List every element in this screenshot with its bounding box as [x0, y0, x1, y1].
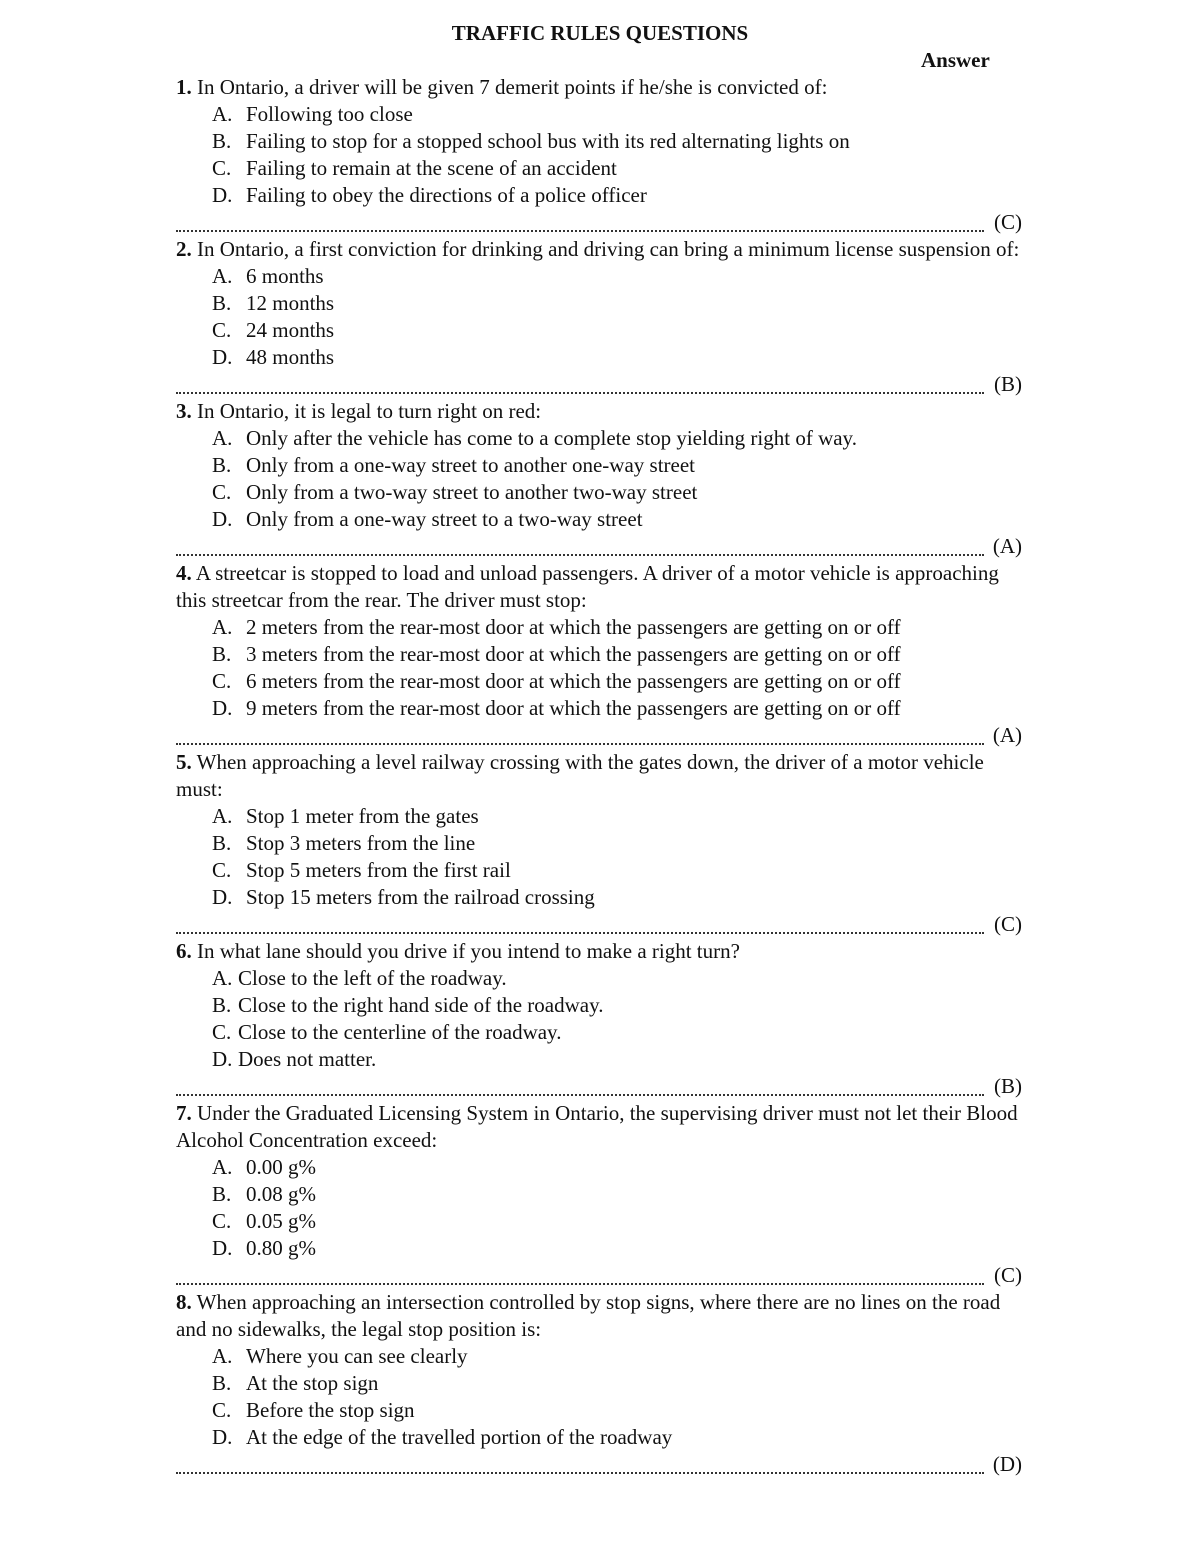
option-letter: B. — [212, 831, 232, 855]
option-text: Only after the vehicle has come to a complete stop yielding right of way. — [246, 426, 857, 450]
option-item — [176, 155, 1022, 182]
option-letter: D. — [212, 1047, 233, 1071]
question-block — [176, 749, 1022, 938]
option-item — [176, 317, 1022, 344]
option-text: Stop 3 meters from the line — [246, 831, 476, 855]
answer-value: (C) — [994, 210, 1022, 234]
question-stem — [176, 749, 1022, 803]
option-text: 48 months — [246, 345, 335, 369]
option-text: Failing to remain at the scene of an accident — [246, 156, 617, 180]
option-list — [176, 425, 1022, 533]
answer-line — [176, 911, 1022, 938]
option-item — [176, 128, 1022, 155]
question-stem — [176, 236, 1022, 263]
dotted-leader — [176, 1472, 984, 1474]
option-list — [176, 263, 1022, 371]
option-item — [176, 830, 1022, 857]
option-item — [176, 263, 1022, 290]
option-letter: B. — [212, 129, 232, 153]
question-block — [176, 398, 1022, 560]
option-letter: A. — [212, 264, 233, 288]
option-item — [176, 1154, 1022, 1181]
option-text: 6 months — [246, 264, 324, 288]
option-text: 2 meters from the rear-most door at which the passengers are getting on or off — [246, 615, 901, 639]
option-letter: B. — [212, 1182, 232, 1206]
question-stem — [176, 1289, 1022, 1343]
answer-value: (C) — [994, 912, 1022, 936]
question-number: 6. — [176, 939, 192, 963]
option-item — [176, 992, 1022, 1019]
question-number: 4. — [176, 561, 192, 585]
option-text: Failing to stop for a stopped school bus with its red alternating lights on — [246, 129, 850, 153]
option-item — [176, 641, 1022, 668]
dotted-leader — [176, 743, 984, 745]
option-list — [176, 1343, 1022, 1451]
question-stem — [176, 938, 1022, 965]
option-text: At the stop sign — [246, 1371, 379, 1395]
option-letter: D. — [212, 183, 233, 207]
option-letter: B. — [212, 1371, 232, 1395]
dotted-leader — [176, 554, 984, 556]
option-item — [176, 803, 1022, 830]
option-text: Only from a one-way street to another one-way street — [246, 453, 695, 477]
question-text: Under the Graduated Licensing System in Ontario, the supervising driver must not let their Blood Alcohol Concentration exceed: — [176, 1101, 1018, 1152]
answer-line — [176, 209, 1022, 236]
option-item — [176, 1235, 1022, 1262]
option-item — [176, 1019, 1022, 1046]
question-block — [176, 1100, 1022, 1289]
option-text: Close to the left of the roadway. — [238, 966, 507, 990]
option-item — [176, 1397, 1022, 1424]
question-block — [176, 560, 1022, 749]
option-text: 24 months — [246, 318, 335, 342]
option-text: 12 months — [246, 291, 335, 315]
question-text: In what lane should you drive if you intend to make a right turn? — [197, 939, 740, 963]
question-block — [176, 938, 1022, 1100]
dotted-leader — [176, 932, 984, 934]
option-list — [176, 1154, 1022, 1262]
option-text: Stop 5 meters from the first rail — [246, 858, 511, 882]
option-text: Following too close — [246, 102, 413, 126]
option-letter: C. — [212, 318, 232, 342]
option-letter: B. — [212, 453, 232, 477]
answer-line — [176, 1073, 1022, 1100]
option-item — [176, 965, 1022, 992]
option-text: At the edge of the travelled portion of the roadway — [246, 1425, 673, 1449]
option-letter: C. — [212, 858, 232, 882]
question-stem — [176, 398, 1022, 425]
option-letter: D. — [212, 1425, 233, 1449]
question-list — [176, 74, 1022, 1478]
option-letter: A. — [212, 426, 233, 450]
option-text: Close to the centerline of the roadway. — [238, 1020, 562, 1044]
option-item — [176, 425, 1022, 452]
answer-line — [176, 722, 1022, 749]
question-block — [176, 236, 1022, 398]
option-item — [176, 1424, 1022, 1451]
question-text: When approaching an intersection controlled by stop signs, where there are no lines on the road and no sidewalks, the legal stop position is: — [176, 1290, 1001, 1341]
answer-value: (C) — [994, 1263, 1022, 1287]
answer-value: (B) — [994, 372, 1022, 396]
option-list — [176, 101, 1022, 209]
option-item — [176, 857, 1022, 884]
answer-line — [176, 1262, 1022, 1289]
option-letter: D. — [212, 1236, 233, 1260]
question-number: 8. — [176, 1290, 192, 1314]
option-letter: D. — [212, 507, 233, 531]
option-letter: D. — [212, 696, 233, 720]
page-title: TRAFFIC RULES QUESTIONS — [451, 21, 749, 45]
option-list — [176, 803, 1022, 911]
question-stem — [176, 74, 1022, 101]
option-item — [176, 1181, 1022, 1208]
option-text: Before the stop sign — [246, 1398, 415, 1422]
answer-line — [176, 371, 1022, 398]
answer-value: (B) — [994, 1074, 1022, 1098]
question-number: 1. — [176, 75, 192, 99]
question-number: 2. — [176, 237, 192, 261]
dotted-leader — [176, 1283, 984, 1285]
option-letter: C. — [212, 480, 232, 504]
option-letter: B. — [212, 642, 232, 666]
option-letter: A. — [212, 804, 233, 828]
option-item — [176, 1046, 1022, 1073]
option-item — [176, 452, 1022, 479]
option-letter: C. — [212, 669, 232, 693]
question-stem — [176, 560, 1022, 614]
option-letter: C. — [212, 1020, 232, 1044]
answer-line — [176, 1451, 1022, 1478]
option-text: 3 meters from the rear-most door at which the passengers are getting on or off — [246, 642, 901, 666]
option-letter: B. — [212, 291, 232, 315]
option-item — [176, 695, 1022, 722]
question-text: In Ontario, a first conviction for drinking and driving can bring a minimum license suspension of: — [197, 237, 1020, 261]
option-text: 0.80 g% — [246, 1236, 316, 1260]
option-item — [176, 1343, 1022, 1370]
option-text: Failing to obey the directions of a police officer — [246, 183, 647, 207]
option-list — [176, 965, 1022, 1073]
question-text: When approaching a level railway crossing with the gates down, the driver of a motor vehicle must: — [176, 750, 984, 801]
option-letter: A. — [212, 1155, 233, 1179]
option-text: Stop 15 meters from the railroad crossing — [246, 885, 595, 909]
option-text: Stop 1 meter from the gates — [246, 804, 479, 828]
option-letter: A. — [212, 102, 233, 126]
option-letter: A. — [212, 1344, 233, 1368]
option-item — [176, 182, 1022, 209]
option-text: 6 meters from the rear-most door at which the passengers are getting on or off — [246, 669, 901, 693]
option-text: 9 meters from the rear-most door at which the passengers are getting on or off — [246, 696, 901, 720]
option-text: Where you can see clearly — [246, 1344, 468, 1368]
answer-value: (A) — [992, 534, 1022, 558]
option-text: Close to the right hand side of the roadway. — [238, 993, 604, 1017]
option-text: 0.05 g% — [246, 1209, 316, 1233]
question-number: 5. — [176, 750, 192, 774]
option-text: Only from a two-way street to another two-way street — [246, 480, 698, 504]
answer-line — [176, 533, 1022, 560]
option-item — [176, 344, 1022, 371]
option-item — [176, 1208, 1022, 1235]
question-stem — [176, 1100, 1022, 1154]
answer-column-header: Answer — [921, 48, 990, 72]
question-number: 3. — [176, 399, 192, 423]
option-text: 0.00 g% — [246, 1155, 316, 1179]
option-item — [176, 101, 1022, 128]
question-number: 7. — [176, 1101, 192, 1125]
dotted-leader — [176, 230, 984, 232]
option-item — [176, 1370, 1022, 1397]
option-letter: C. — [212, 1398, 232, 1422]
option-letter: D. — [212, 885, 233, 909]
question-text: In Ontario, a driver will be given 7 demerit points if he/she is convicted of: — [197, 75, 828, 99]
question-block — [176, 1289, 1022, 1478]
option-list — [176, 614, 1022, 722]
option-item — [176, 668, 1022, 695]
answer-value: (D) — [992, 1452, 1022, 1476]
question-block — [176, 74, 1022, 236]
dotted-leader — [176, 392, 984, 394]
option-letter: D. — [212, 345, 233, 369]
question-text: A streetcar is stopped to load and unload passengers. A driver of a motor vehicle is approaching this streetcar from the rear. The driver must stop: — [176, 561, 999, 612]
option-item — [176, 290, 1022, 317]
option-text: Only from a one-way street to a two-way street — [246, 507, 643, 531]
option-text: Does not matter. — [238, 1047, 377, 1071]
option-letter: C. — [212, 156, 232, 180]
option-item — [176, 614, 1022, 641]
answer-value: (A) — [992, 723, 1022, 747]
question-text: In Ontario, it is legal to turn right on red: — [197, 399, 542, 423]
option-letter: C. — [212, 1209, 232, 1233]
dotted-leader — [176, 1094, 984, 1096]
option-letter: A. — [212, 966, 233, 990]
option-letter: A. — [212, 615, 233, 639]
option-item — [176, 884, 1022, 911]
option-letter: B. — [212, 993, 232, 1017]
option-item — [176, 479, 1022, 506]
option-item — [176, 506, 1022, 533]
option-text: 0.08 g% — [246, 1182, 316, 1206]
